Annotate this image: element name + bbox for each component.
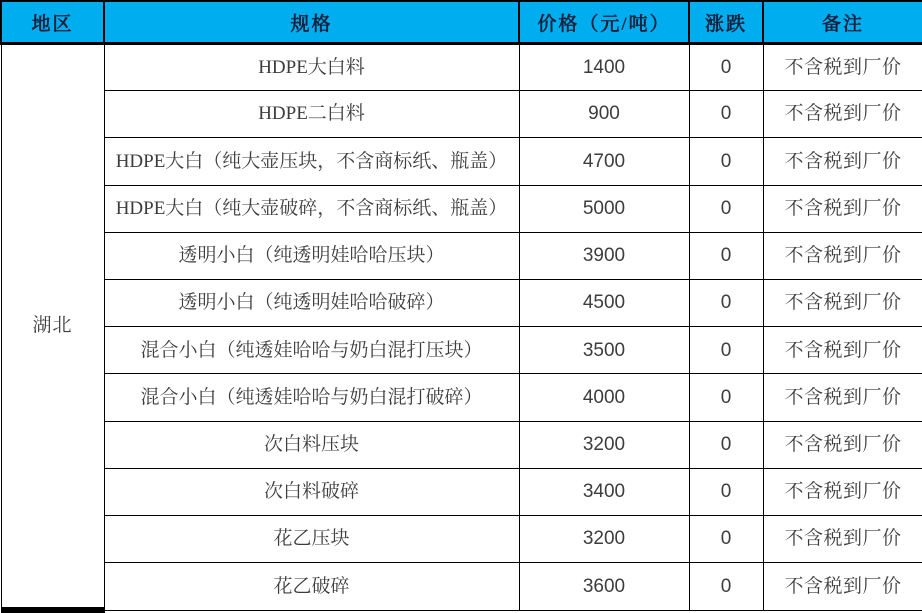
change-cell: 0 [689, 516, 763, 563]
price-cell: 4500 [519, 280, 689, 327]
table-row [1, 516, 922, 563]
table-row [1, 138, 922, 185]
spec-cell: HDPE大白（纯大壶压块，不含商标纸、瓶盖） [104, 138, 519, 185]
spec-cell: 次白料压块 [104, 421, 519, 468]
note-cell: 不含税到厂价 [763, 91, 922, 138]
price-cell: 3200 [519, 421, 689, 468]
note-cell: 不含税到厂价 [763, 138, 922, 185]
spec-cell: 混合小白（纯透娃哈哈与奶白混打破碎） [104, 374, 519, 421]
change-cell: 0 [689, 138, 763, 185]
table-row [1, 185, 922, 232]
table-row [1, 374, 922, 421]
table-row [1, 421, 922, 468]
table-header [1, 1, 922, 44]
change-cell: 0 [689, 91, 763, 138]
header-spec: 规格 [104, 1, 519, 44]
note-cell: 不含税到厂价 [763, 232, 922, 279]
spec-cell: 次白料破碎 [104, 468, 519, 515]
price-cell: 3600 [519, 563, 689, 610]
table-row [1, 327, 922, 374]
note-cell: 不含税到厂价 [763, 468, 922, 515]
table-body [1, 44, 922, 611]
price-cell: 5000 [519, 185, 689, 232]
table-row [1, 91, 922, 138]
spec-cell: 透明小白（纯透明娃哈哈破碎） [104, 280, 519, 327]
change-cell: 0 [689, 280, 763, 327]
spec-cell: 花乙压块 [104, 516, 519, 563]
table-row [1, 468, 922, 515]
change-cell: 0 [689, 232, 763, 279]
note-cell: 不含税到厂价 [763, 280, 922, 327]
change-cell: 0 [689, 563, 763, 610]
note-cell: 不含税到厂价 [763, 327, 922, 374]
spec-cell: 花乙破碎 [104, 563, 519, 610]
change-cell: 0 [689, 468, 763, 515]
price-cell: 1400 [519, 44, 689, 91]
price-cell: 3200 [519, 516, 689, 563]
spec-cell: HDPE大白料 [104, 44, 519, 91]
change-cell: 0 [689, 374, 763, 421]
note-cell: 不含税到厂价 [763, 421, 922, 468]
change-cell: 0 [689, 185, 763, 232]
table-row [1, 563, 922, 610]
spec-cell: 透明小白（纯透明娃哈哈压块） [104, 232, 519, 279]
note-cell: 不含税到厂价 [763, 185, 922, 232]
price-cell: 4000 [519, 374, 689, 421]
price-cell: 3900 [519, 232, 689, 279]
price-cell: 900 [519, 91, 689, 138]
header-change: 涨跌 [689, 1, 763, 44]
table-row [1, 280, 922, 327]
note-cell: 不含税到厂价 [763, 563, 922, 610]
spec-cell: HDPE大白（纯大壶破碎，不含商标纸、瓶盖） [104, 185, 519, 232]
header-row [1, 1, 922, 44]
region-cell: 湖北 [1, 44, 104, 611]
note-cell: 不含税到厂价 [763, 44, 922, 91]
change-cell: 0 [689, 421, 763, 468]
change-cell: 0 [689, 327, 763, 374]
price-cell: 4700 [519, 138, 689, 185]
header-price: 价格（元/吨） [519, 1, 689, 44]
price-cell: 3400 [519, 468, 689, 515]
note-cell: 不含税到厂价 [763, 374, 922, 421]
spec-cell: HDPE二白料 [104, 91, 519, 138]
table-row [1, 232, 922, 279]
note-cell: 不含税到厂价 [763, 516, 922, 563]
header-note: 备注 [763, 1, 922, 44]
spec-cell: 混合小白（纯透娃哈哈与奶白混打压块） [104, 327, 519, 374]
table-row [1, 44, 922, 91]
change-cell: 0 [689, 44, 763, 91]
header-region: 地区 [1, 1, 104, 44]
price-cell: 3500 [519, 327, 689, 374]
